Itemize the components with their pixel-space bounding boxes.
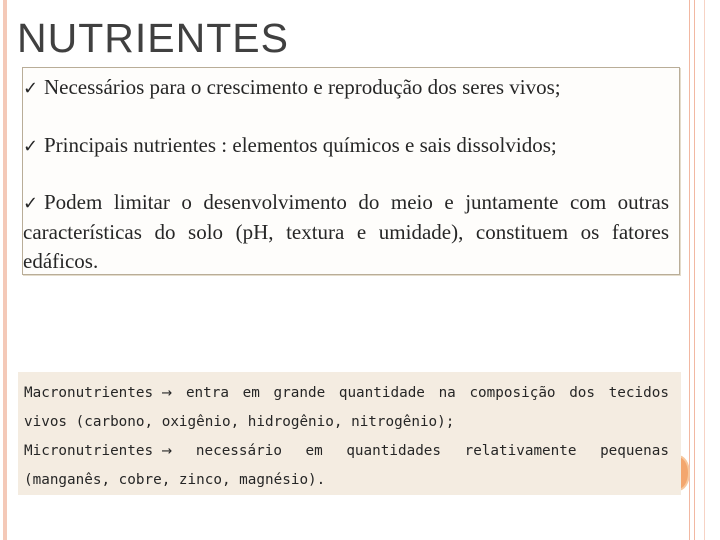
macro-definition-word: entra xyxy=(185,385,229,401)
slide-title: NUTRIENTES xyxy=(17,15,289,61)
bullet-item xyxy=(23,131,669,161)
right-arrow-icon: → xyxy=(153,444,173,459)
macro-definition-word: em xyxy=(242,385,260,401)
macronutrients-term: Macronutrientes xyxy=(24,385,154,401)
micro-definition-word: em xyxy=(305,443,323,459)
bullet-text: Necessários para o crescimento e reprodução dos seres vivos; xyxy=(44,75,561,99)
macro-definition-word: tecidos xyxy=(608,385,669,401)
macronutrients-continued: vivos (carbono, oxigênio, hidrogênio, nitrogênio); xyxy=(24,414,455,430)
micro-term-group xyxy=(24,437,172,466)
macro-definition-word: na xyxy=(438,385,456,401)
slide-frame-right xyxy=(689,0,690,540)
bullet-item xyxy=(23,188,669,276)
bullet-text: Podem limitar o desenvolvimento do meio e juntamente com outras características do solo (pH, textura e umidade), constituem os fatores edáficos. xyxy=(23,190,669,273)
slide-frame-left xyxy=(3,0,7,540)
micro-definition-word: quantidades xyxy=(346,443,442,459)
checkmark-icon xyxy=(23,74,44,103)
checkmark-icon xyxy=(23,189,44,218)
micronutrients-continued: (manganês, cobre, zinco, magnésio). xyxy=(24,472,326,488)
micro-definition-word: necessário xyxy=(195,443,282,459)
macro-term-group xyxy=(24,379,172,408)
right-arrow-icon: → xyxy=(153,386,173,401)
bullet-list-box xyxy=(22,67,680,275)
checkmark-icon xyxy=(23,132,44,161)
macro-definition-word: composição xyxy=(469,385,556,401)
slide-frame-right xyxy=(704,0,705,540)
micronutrients-term: Micronutrientes xyxy=(24,443,154,459)
bullet-item xyxy=(23,73,669,103)
macro-definition-word: quantidade xyxy=(338,385,425,401)
macronutrients-line xyxy=(24,379,669,408)
bullet-text: Principais nutrientes : elementos químicos e sais dissolvidos; xyxy=(44,133,557,157)
macro-definition-word: grande xyxy=(273,385,326,401)
nutrients-box xyxy=(18,372,681,495)
micro-definition-word: pequenas xyxy=(600,443,669,459)
macro-definition-word: dos xyxy=(569,385,596,401)
micro-definition-word: relativamente xyxy=(464,443,577,459)
slide-frame-right xyxy=(694,0,695,540)
micronutrients-line xyxy=(24,437,669,466)
